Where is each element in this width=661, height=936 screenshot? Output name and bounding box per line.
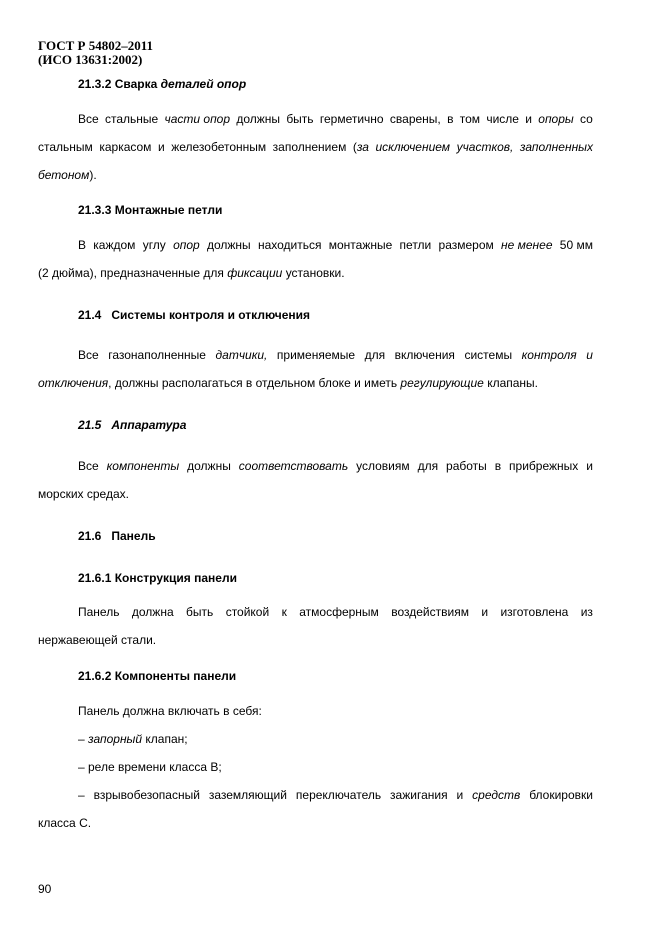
word: Все <box>78 348 99 362</box>
word: размером <box>438 238 494 252</box>
section-title: Панель <box>111 529 156 543</box>
section-title: Монтажные петли <box>114 203 223 217</box>
word: быть <box>286 112 314 126</box>
paragraph-line <box>38 112 593 126</box>
word: герметично <box>319 112 384 126</box>
list-dash: – <box>78 732 89 746</box>
word: части опор <box>164 112 231 126</box>
word: условиям <box>356 459 410 473</box>
word: числе <box>486 112 519 126</box>
word: – <box>78 788 85 802</box>
paragraph-line <box>38 238 593 252</box>
word: должна <box>131 605 174 619</box>
paragraph-line: нержавеющей стали. <box>38 633 157 647</box>
word: монтажные <box>328 238 393 252</box>
section-title: Системы контроля и отключения <box>111 308 311 322</box>
word: заполненных <box>519 140 593 154</box>
word: для <box>417 459 439 473</box>
word: В <box>78 238 87 252</box>
word: компоненты <box>106 459 180 473</box>
word: Все <box>78 459 99 473</box>
word: и <box>586 348 593 362</box>
paragraph-line: морских средах. <box>38 487 129 501</box>
section-number: 21.3.2 <box>78 77 112 91</box>
word: должны <box>206 238 251 252</box>
word: из <box>580 605 593 619</box>
word: должны <box>187 459 231 473</box>
word: контроля <box>521 348 577 362</box>
word: железобетонным <box>171 140 267 154</box>
word: и <box>525 112 532 126</box>
document-header <box>38 39 153 67</box>
word: быть <box>186 605 214 619</box>
italic-text: регулирующие <box>400 376 484 390</box>
section-title: Компоненты панели <box>114 669 237 683</box>
standard-code: ГОСТ Р 54802–2011 <box>38 38 154 53</box>
section-number: 21.3.3 <box>78 203 112 217</box>
word: датчики, <box>215 348 268 362</box>
paragraph-line <box>38 168 97 182</box>
word: должны <box>236 112 281 126</box>
list-item <box>78 732 188 746</box>
section-title: Конструкция панели <box>114 571 237 585</box>
section-number: 21.6 <box>78 529 102 543</box>
word: не менее <box>501 238 553 252</box>
paragraph-line <box>38 376 538 390</box>
text: клапаны. <box>483 376 539 390</box>
word: переключатель <box>295 788 382 802</box>
word: каждом <box>93 238 136 252</box>
paragraph-line <box>38 266 345 280</box>
section-heading-21-4 <box>78 308 310 322</box>
word: газонаполненные <box>108 348 206 362</box>
iso-code: (ИСО 13631:2002) <box>38 52 143 67</box>
word: изготовлена <box>500 605 569 619</box>
section-number: 21.5 <box>78 418 102 432</box>
section-title: Аппаратура <box>111 418 187 432</box>
word: применяемые <box>276 348 356 362</box>
word: участков, <box>456 140 514 154</box>
section-number: 21.4 <box>78 308 102 322</box>
word: том <box>459 112 481 126</box>
section-number: 21.6.1 <box>78 571 112 585</box>
text: (2 дюйма), предназначенные для <box>38 266 228 280</box>
word: каркасом <box>99 140 152 154</box>
word: включения <box>394 348 455 362</box>
section-title-italic: деталей опор <box>160 77 247 91</box>
text: установки. <box>282 266 345 280</box>
word: системы <box>464 348 513 362</box>
list-item <box>38 788 593 802</box>
word: в <box>494 459 502 473</box>
word: опор <box>173 238 200 252</box>
word: петли <box>399 238 432 252</box>
word: для <box>364 348 386 362</box>
word: в <box>447 112 454 126</box>
word: со <box>580 112 593 126</box>
list-item: – реле времени класса В; <box>78 760 222 774</box>
word: взрывобезопасный <box>93 788 200 802</box>
word: и <box>586 459 593 473</box>
italic-text: бетоном <box>38 168 90 182</box>
paragraph-line: Панель должна включать в себя: <box>78 704 262 718</box>
word: атмосферным <box>299 605 379 619</box>
word: Панель <box>78 605 120 619</box>
section-heading-21-6-2 <box>78 669 236 683</box>
page-number: 90 <box>38 882 52 896</box>
word: и <box>481 605 489 619</box>
word: прибрежных <box>509 459 579 473</box>
word: (за <box>352 140 369 154</box>
italic-text: запорный <box>88 732 143 746</box>
word: стальные <box>104 112 159 126</box>
word: работы <box>446 459 487 473</box>
paragraph-line <box>38 140 593 154</box>
paragraph-line <box>38 348 593 362</box>
word: средств <box>472 788 521 802</box>
word: заземляющий <box>208 788 287 802</box>
paragraph-line <box>38 459 593 473</box>
section-title: Сварка <box>114 77 161 91</box>
word: стойкой <box>225 605 270 619</box>
word: блокировки <box>529 788 593 802</box>
section-heading-21-3-2 <box>78 77 246 91</box>
text: ). <box>89 168 97 182</box>
italic-text: фиксации <box>227 266 283 280</box>
text: , должны располагаться в отдельном блоке и иметь <box>108 376 401 390</box>
text: клапан; <box>142 732 188 746</box>
word: сварены, <box>389 112 441 126</box>
word: и <box>157 140 165 154</box>
section-heading-21-6-1 <box>78 571 237 585</box>
section-heading-21-5 <box>78 418 186 432</box>
word: опоры <box>538 112 574 126</box>
word: стальным <box>38 140 93 154</box>
section-heading-21-3-3 <box>78 203 222 217</box>
word: заполнением <box>272 140 347 154</box>
section-number: 21.6.2 <box>78 669 112 683</box>
word: углу <box>142 238 166 252</box>
word: находиться <box>257 238 322 252</box>
word: воздействиям <box>391 605 469 619</box>
paragraph-line: класса С. <box>38 816 92 830</box>
word: Все <box>78 112 99 126</box>
word: зажигания <box>390 788 448 802</box>
paragraph-line <box>38 605 593 619</box>
word: к <box>281 605 287 619</box>
italic-text: отключения <box>38 376 109 390</box>
word: и <box>456 788 464 802</box>
section-heading-21-6 <box>78 529 156 543</box>
word: 50 мм <box>559 238 593 252</box>
word: соответствовать <box>238 459 349 473</box>
word: исключением <box>375 140 451 154</box>
